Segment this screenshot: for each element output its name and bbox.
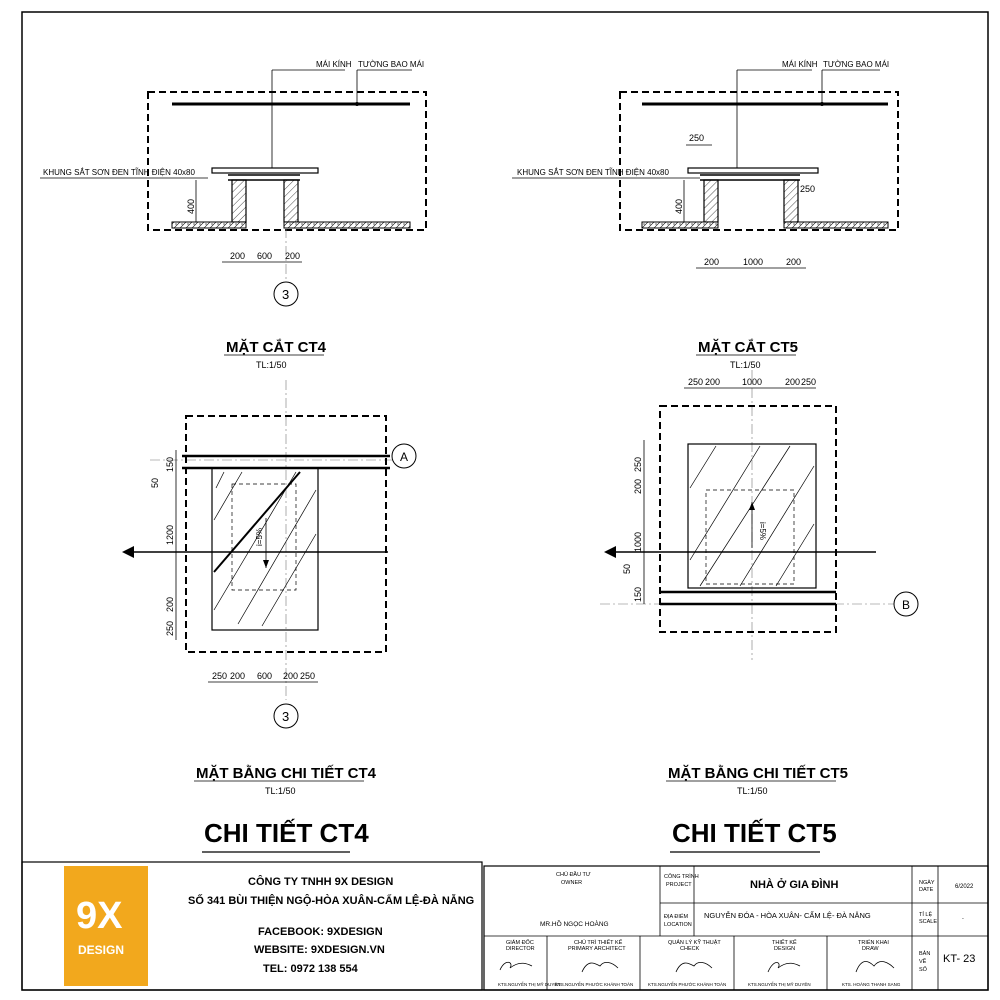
svg-text:DIRECTOR: DIRECTOR — [506, 946, 535, 952]
svg-text:KTS.NGUYỄN THỊ MỸ DUYÊN: KTS.NGUYỄN THỊ MỸ DUYÊN — [498, 982, 561, 987]
architect-signature — [582, 962, 618, 972]
location-label-en: LOCATION — [664, 922, 692, 928]
sheet-border — [22, 12, 988, 990]
title-block — [484, 866, 988, 990]
ct4-left-dim-4: 200 — [165, 596, 175, 612]
role-primary-architect — [555, 939, 633, 987]
svg-text:DRAW: DRAW — [862, 946, 879, 952]
ct5-glass-roof-label: MÁI KÍNH — [782, 60, 818, 69]
company-address: SỐ 341 BÙI THIỆN NGỘ-HÒA XUÂN-CẨM LỆ-ĐÀ NẴNG — [188, 895, 475, 907]
svg-text:KTS.NGUYỄN THỊ MỸ DUYÊN: KTS.NGUYỄN THỊ MỸ DUYÊN — [748, 982, 811, 987]
company-website: WEBSITE: 9XDESIGN.VN — [254, 944, 385, 956]
svg-text:KTS. HOÀNG THANH SANG: KTS. HOÀNG THANH SANG — [842, 982, 901, 987]
ct4-parapet-label: TƯỜNG BAO MÁI — [358, 60, 425, 69]
director-signature — [500, 962, 532, 970]
scale-label: TỈ LỆ — [919, 912, 933, 918]
ct5-plan-outline — [660, 406, 836, 632]
svg-text:KTS.NGUYỄN PHƯỚC KHÁNH TOÀN: KTS.NGUYỄN PHƯỚC KHÁNH TOÀN — [648, 982, 727, 987]
logo-main: 9X — [76, 895, 123, 937]
svg-text:VẼ: VẼ — [919, 959, 927, 965]
ct5-height-dim: 400 — [674, 198, 684, 214]
ct5-plan-scale: TL:1/50 — [737, 786, 768, 796]
ct5-left-dim-1: 250 — [633, 456, 643, 472]
ct4-glass-panel — [212, 468, 318, 630]
ct5-section-outline — [620, 92, 898, 230]
ct4-bottom-dim-3: 600 — [257, 671, 273, 681]
ct4-slope: i=5% — [255, 527, 264, 546]
svg-text:GIÁM ĐỐC: GIÁM ĐỐC — [506, 940, 534, 946]
project-label-en: PROJECT — [666, 882, 692, 888]
ct4-plan-title: MẶT BẰNG CHI TIẾT CT4 — [196, 765, 376, 782]
project-label: CÔNG TRÌNH — [664, 874, 699, 880]
scale-label-en: SCALE — [919, 919, 938, 925]
check-signature — [676, 962, 712, 972]
ct4-left-dim-1: 50 — [150, 477, 160, 488]
ct5-slope: i=5% — [758, 522, 767, 541]
svg-text:CHỦ TRÌ THIẾT KẾ: CHỦ TRÌ THIẾT KẾ — [574, 940, 623, 946]
company-phone: TEL: 0972 138 554 — [263, 963, 358, 975]
ct5-top-dim-2: 200 — [705, 377, 721, 387]
svg-text:3: 3 — [282, 709, 290, 724]
ct4-bottom-dim-2: 200 — [230, 671, 246, 681]
ct5-parapet-label: TƯỜNG BAO MÁI — [823, 60, 890, 69]
ct5-left-dim-2: 200 — [633, 478, 643, 494]
ct5-top-dim-1: 250 — [688, 377, 704, 387]
date-label: NGÀY — [919, 880, 935, 886]
date-value: 6/2022 — [955, 884, 974, 890]
svg-text:A: A — [400, 450, 409, 464]
ct5-section — [512, 60, 898, 370]
ct4-glass-roof-label: MÁI KÍNH — [316, 60, 352, 69]
project-name: NHÀ Ở GIA ĐÌNH — [750, 879, 839, 891]
ct5-left-dim-5: 150 — [633, 586, 643, 602]
ct5-glass-roof — [688, 168, 818, 173]
svg-text:PRIMARY ARCHITECT: PRIMARY ARCHITECT — [568, 946, 626, 952]
ct4-section-title: MẶT CẮT CT4 — [226, 339, 326, 356]
ct4-section — [40, 60, 426, 370]
ct4-dim-2: 600 — [257, 251, 273, 261]
ct4-left-dim-5: 250 — [165, 620, 175, 636]
logo-sub: DESIGN — [78, 943, 125, 957]
owner-name: MR.HỒ NGỌC HOÀNG — [540, 921, 609, 928]
ct4-frame-label: KHUNG SẮT SƠN ĐEN TĨNH ĐIỆN 40x80 — [43, 168, 195, 177]
ct4-dim-1: 200 — [230, 251, 246, 261]
owner-label-en: OWNER — [561, 880, 583, 886]
svg-text:SỐ: SỐ — [919, 967, 927, 973]
ct4-plan — [122, 380, 416, 852]
ct4-dim-3: 200 — [285, 251, 301, 261]
company-name: CÔNG TY TNHH 9X DESIGN — [248, 876, 394, 888]
svg-text:B: B — [902, 598, 911, 612]
ct5-plan-title: MẶT BẰNG CHI TIẾT CT5 — [668, 765, 848, 782]
ct4-left-dim-2: 150 — [165, 456, 175, 472]
ct5-top-dim-4: 200 — [785, 377, 801, 387]
role-director — [498, 939, 561, 987]
company-facebook: FACEBOOK: 9XDESIGN — [258, 926, 383, 938]
svg-text:CHECK: CHECK — [680, 946, 700, 952]
location: NGUYỄN ĐÓA - HÒA XUÂN- CẨM LỆ- ĐÀ NẴNG — [704, 911, 871, 920]
ct4-bottom-dim-4: 200 — [283, 671, 299, 681]
ct4-bottom-dim-1: 250 — [212, 671, 228, 681]
owner-label: CHỦ ĐẦU TƯ — [556, 872, 591, 878]
ct5-top-dim-5: 250 — [801, 377, 817, 387]
ct5-top-dim: 250 — [689, 133, 705, 143]
draw-signature — [856, 962, 894, 973]
svg-text:DESIGN: DESIGN — [774, 946, 796, 952]
ct5-dim-2: 1000 — [743, 257, 764, 267]
date-label-en: DATE — [919, 887, 934, 893]
company-block — [22, 862, 482, 990]
ct5-big-title: CHI TIẾT CT5 — [672, 818, 837, 848]
ct4-left-dim-3: 1200 — [165, 524, 175, 545]
svg-text:3: 3 — [282, 287, 290, 302]
svg-text:TRIỂN KHAI: TRIỂN KHAI — [858, 940, 889, 946]
svg-text:QUẢN LÝ KỸ THUẬT: QUẢN LÝ KỸ THUẬT — [668, 940, 721, 946]
sheet-number: KT- 23 — [943, 953, 976, 965]
ct4-height-dim: 400 — [186, 198, 196, 214]
ct5-top-dim-3: 1000 — [742, 377, 763, 387]
role-check — [648, 939, 726, 987]
ct5-left-dim-3: 1000 — [633, 531, 643, 552]
ct5-plan — [600, 370, 918, 852]
svg-text:THIẾT KẾ: THIẾT KẾ — [772, 940, 797, 946]
ct5-left-dim-4: 50 — [622, 563, 632, 574]
ct5-section-scale: TL:1/50 — [730, 360, 761, 370]
ct4-bottom-dim-5: 250 — [300, 671, 316, 681]
scale-value: - — [962, 916, 964, 922]
ct5-right-dim: 250 — [800, 184, 816, 194]
role-design — [748, 939, 811, 987]
ct4-big-title: CHI TIẾT CT4 — [204, 818, 369, 848]
ct5-dim-1: 200 — [704, 257, 720, 267]
ct4-section-scale: TL:1/50 — [256, 360, 287, 370]
location-label: ĐỊA ĐIỂM — [664, 914, 689, 920]
ct4-glass-roof — [212, 168, 318, 173]
svg-text:KTS.NGUYỄN PHƯỚC KHÁNH TOÀN: KTS.NGUYỄN PHƯỚC KHÁNH TOÀN — [555, 982, 634, 987]
ct5-frame-label: KHUNG SẮT SƠN ĐEN TĨNH ĐIỆN 40x80 — [517, 168, 669, 177]
ct5-dim-3: 200 — [786, 257, 802, 267]
ct4-plan-scale: TL:1/50 — [265, 786, 296, 796]
role-draw — [842, 939, 901, 987]
design-signature — [768, 963, 800, 973]
ct5-section-title: MẶT CẮT CT5 — [698, 339, 798, 356]
svg-text:BẢN: BẢN — [919, 951, 931, 957]
